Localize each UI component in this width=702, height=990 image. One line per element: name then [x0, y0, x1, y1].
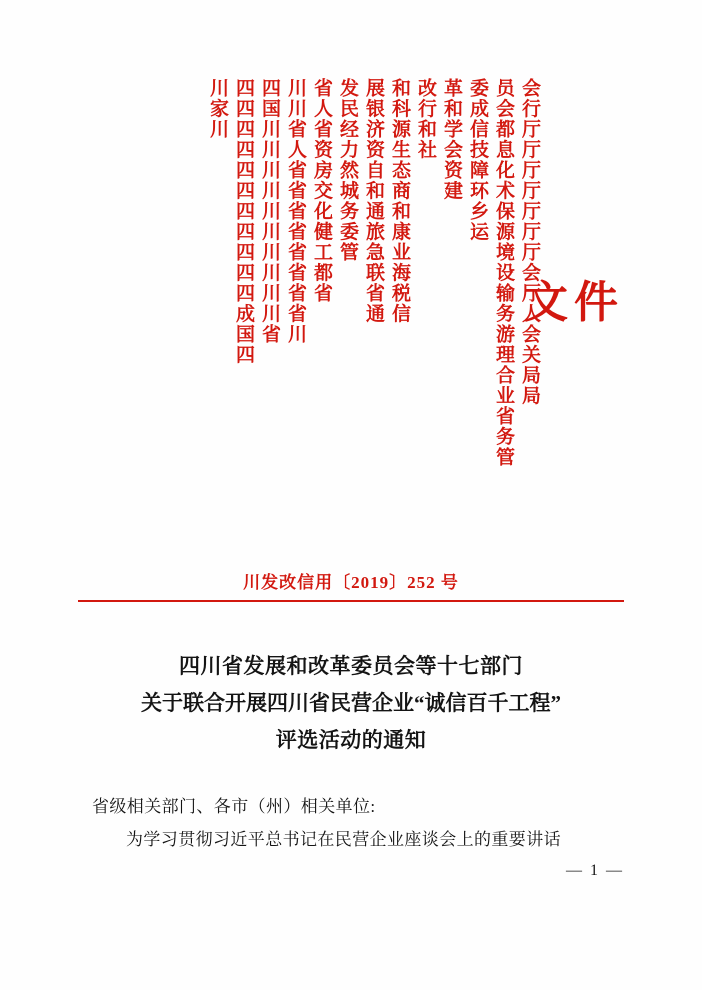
- letterhead-column: 川家川: [207, 78, 228, 140]
- letterhead-column: 川川省人省省省省省省省省川: [285, 78, 306, 345]
- title-line-1: 四川省发展和改革委员会等十七部门: [179, 654, 523, 678]
- letterhead-column: 发民经力然城务委管: [337, 78, 358, 263]
- letterhead-column: 省人省资房交化健工都省: [311, 78, 332, 304]
- letterhead-column: 和科源生态商和康业海税信: [389, 78, 410, 324]
- document-body: [92, 790, 612, 856]
- title-line-2: 关于联合开展四川省民营企业“诚信百千工程”: [141, 690, 561, 715]
- body-paragraph-1: 为学习贯彻习近平总书记在民营企业座谈会上的重要讲话: [126, 830, 561, 850]
- salutation: 省级相关部门、各市（州）相关单位:: [92, 797, 376, 816]
- wenjian-label: 文件: [524, 278, 624, 327]
- letterhead-column: 革和学会资建: [441, 78, 462, 201]
- letterhead-column: 展银济资自和通旅急联省通: [363, 78, 384, 324]
- letterhead-column: 改行和社: [415, 78, 436, 160]
- letterhead-column: 员会都息化术保源境设输务游理合业省务管: [493, 78, 514, 468]
- document-title: [96, 648, 606, 758]
- letterhead-red-block: [72, 78, 632, 538]
- page-number: — 1 —: [566, 862, 624, 879]
- letterhead-column: 四国川川川川川川川川川川省: [259, 78, 280, 345]
- letterhead-columns: [72, 78, 542, 538]
- letterhead-column: 会行厅厅厅厅厅厅厅会厅人会关局局: [519, 78, 540, 406]
- red-divider-rule: [78, 600, 624, 602]
- title-line-3: 评选活动的通知: [275, 727, 427, 752]
- document-number: 川发改信用〔2019〕252 号: [243, 573, 459, 592]
- letterhead-column: 四四四四四四四四四四四成国四: [233, 78, 254, 365]
- letterhead-column: 委成信技障环乡运: [467, 78, 488, 242]
